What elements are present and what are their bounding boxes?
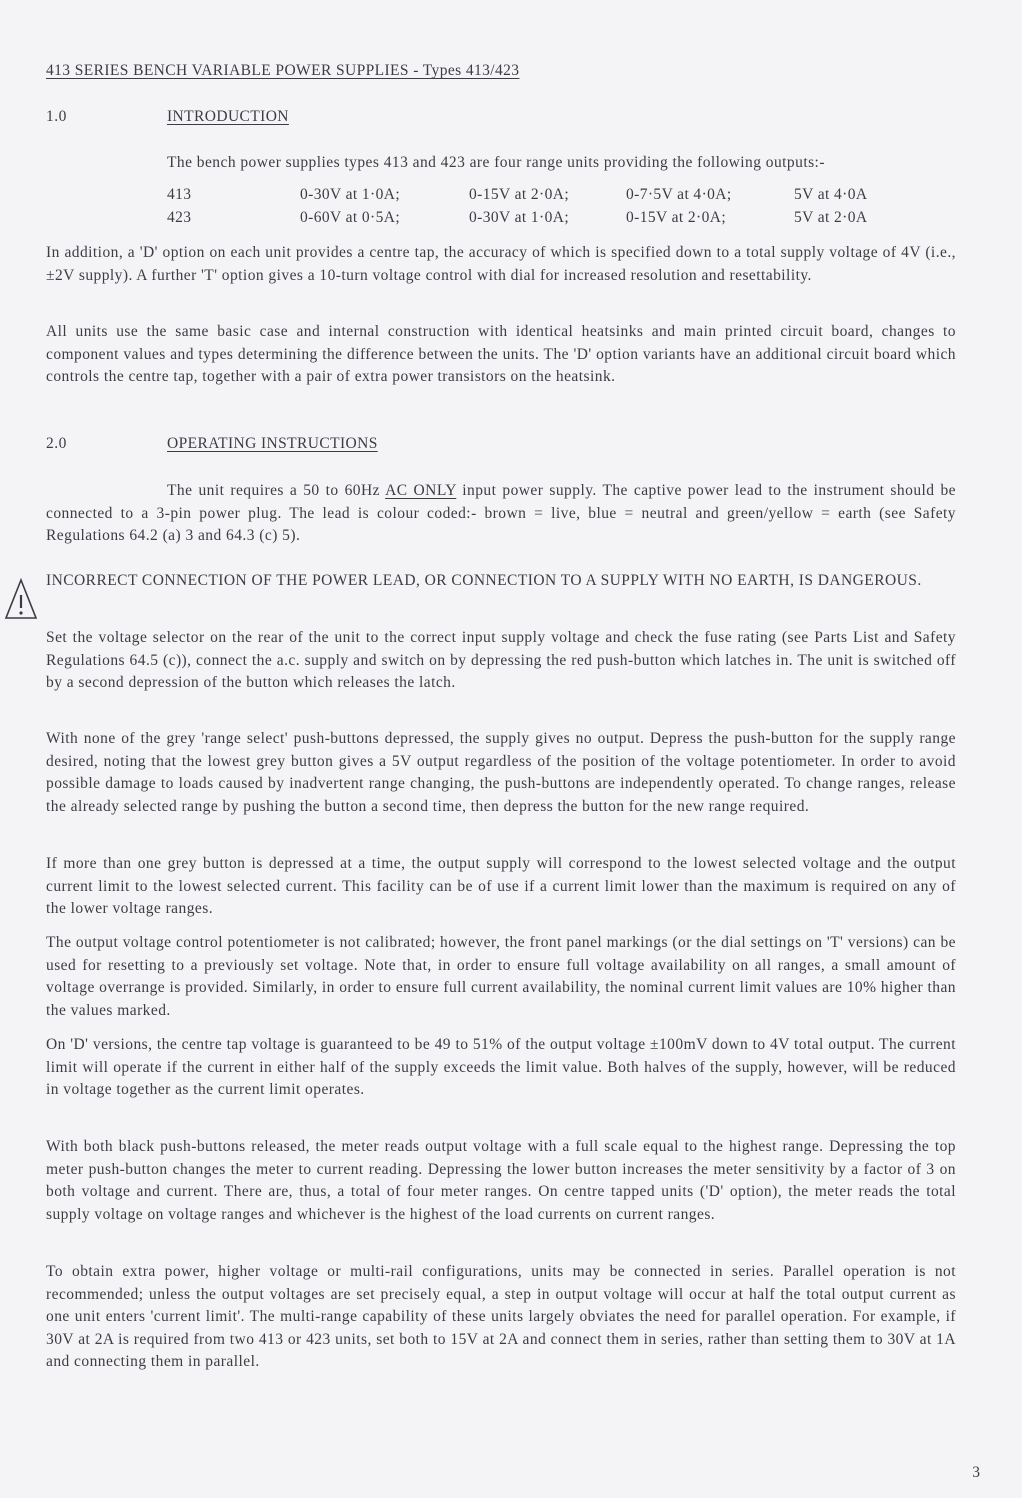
output-range-4: 5V at 2·0A [794,208,868,226]
multi-button-paragraph: If more than one grey button is depressed at a time, the output supply will correspond to the lowest selected voltage and the output current limit to the lowest selected current. This facility can be of use if a current limit lower than the maximum is required on any of the lower voltage ranges. [46,855,956,918]
warning-text: INCORRECT CONNECTION OF THE POWER LEAD, OR CONNECTION TO A SUPPLY WITH NO EARTH, IS DANGEROUS. [46,572,922,589]
units-paragraph: All units use the same basic case and internal construction with identical heatsinks and main printed circuit board, changes to component values and types determining the difference between the units. The 'D' option variants have an additional circuit board which controls the centre tap, together with a pair of extra power transistors on the heatsink. [46,323,956,386]
range-paragraph: With none of the grey 'range select' push-buttons depressed, the supply gives no output. Depress the push-button for the supply range desired, noting that the lowest grey button gives a 5V output regardless of the position of the voltage potentiometer. In order to avoid possible damage to loads caused by inadvertent range changing, the push-buttons are independently operated. To change ranges, release the already selected range by pushing the button a second time, then depress the button for the new range required. [46,730,956,815]
section-1-number: 1.0 [46,108,67,125]
output-type: 413 [167,186,192,203]
meter-paragraph: With both black push-buttons released, the meter reads output voltage with a full scale equal to the highest range. Depressing the top meter push-button changes the meter to current reading. Depressing the lower button increases the meter sensitivity by a factor of 3 on both voltage and current. There are, thus, a total of four meter ranges. On centre tapped units ('D' option), the meter reads the total supply voltage on voltage ranges and whichever is the highest of the load currents on current ranges. [46,1138,956,1223]
page-number: 3 [972,1464,980,1481]
document-title: 413 SERIES BENCH VARIABLE POWER SUPPLIES - Types 413/423 [46,62,520,79]
section-2-title: OPERATING INSTRUCTIONS [167,435,378,452]
centre-tap-paragraph: On 'D' versions, the centre tap voltage is guaranteed to be 49 to 51% of the output voltage ±100mV down to 4V total output. The current limit will operate if the current in either half of the supply exceeds the limit value. Both halves of the supply, however, will be reduced in voltage together as the current limit operates. [46,1036,956,1099]
output-range-1: 0-60V at 0·5A; [300,208,401,226]
power-paragraph [46,480,956,548]
power-text-a: The unit requires a 50 to 60Hz [167,482,380,499]
addition-paragraph: In addition, a 'D' option on each unit provides a centre tap, the accuracy of which is specified down to a total supply voltage of 4V (i.e., ±2V supply). A further 'T' option gives a 10-turn voltage control with dial for increased resolution and resettability. [46,244,956,284]
output-type: 423 [167,208,192,226]
output-range-4: 5V at 4·0A [794,186,868,203]
output-range-2: 0-15V at 2·0A; [469,186,570,203]
output-range-3: 0-15V at 2·0A; [626,208,727,226]
output-range-2: 0-30V at 1·0A; [469,208,570,226]
selector-paragraph: Set the voltage selector on the rear of the unit to the correct input supply voltage and check the fuse rating (see Parts List and Safety Regulations 64.5 (c)), connect the a.c. supply and switch on by depressing the red push-button which latches in. The unit is switched off by a second depression of the button which releases the latch. [46,629,956,692]
output-range-1: 0-30V at 1·0A; [300,186,401,203]
warning-triangle-icon [4,578,38,620]
potentiometer-paragraph: The output voltage control potentiometer is not calibrated; however, the front panel markings (or the dial settings on 'T' versions) can be used for resetting to a previously set voltage. Note that, in order to ensure full voltage availability on all ranges, a small amount of voltage overrange is provided. Similarly, in order to ensure full current availability, the nominal current limit values are 10% higher than the values marked. [46,934,956,1019]
series-paragraph: To obtain extra power, higher voltage or multi-rail configurations, units may be connected in series. Parallel operation is not recommended; unless the output voltages are set precisely equal, a step in output voltage will occur at half the total output current as one unit enters 'current limit'. The multi-range capability of these units largely obviates the need for parallel operation. For example, if 30V at 2A is required from two 413 or 423 units, set both to 15V at 2A and connect them in series, rather than setting them to 30V at 1A and connecting them in parallel. [46,1263,956,1371]
output-range-3: 0-7·5V at 4·0A; [626,186,732,203]
ac-only-text: AC ONLY [385,482,457,499]
power-text-b: input power supply. The captive power lead to the instrument should be connected to a 3-pin power plug. The lead is colour coded:- brown = live, blue = neutral and green/yellow = earth (see Safety Regulations 64.2 (a) 3 and 64.3 (c) 5). [46,482,956,545]
intro-paragraph: The bench power supplies types 413 and 423 are four range units providing the following outputs:- [167,154,825,171]
section-1-title: INTRODUCTION [167,108,289,125]
section-2-number: 2.0 [46,435,67,452]
